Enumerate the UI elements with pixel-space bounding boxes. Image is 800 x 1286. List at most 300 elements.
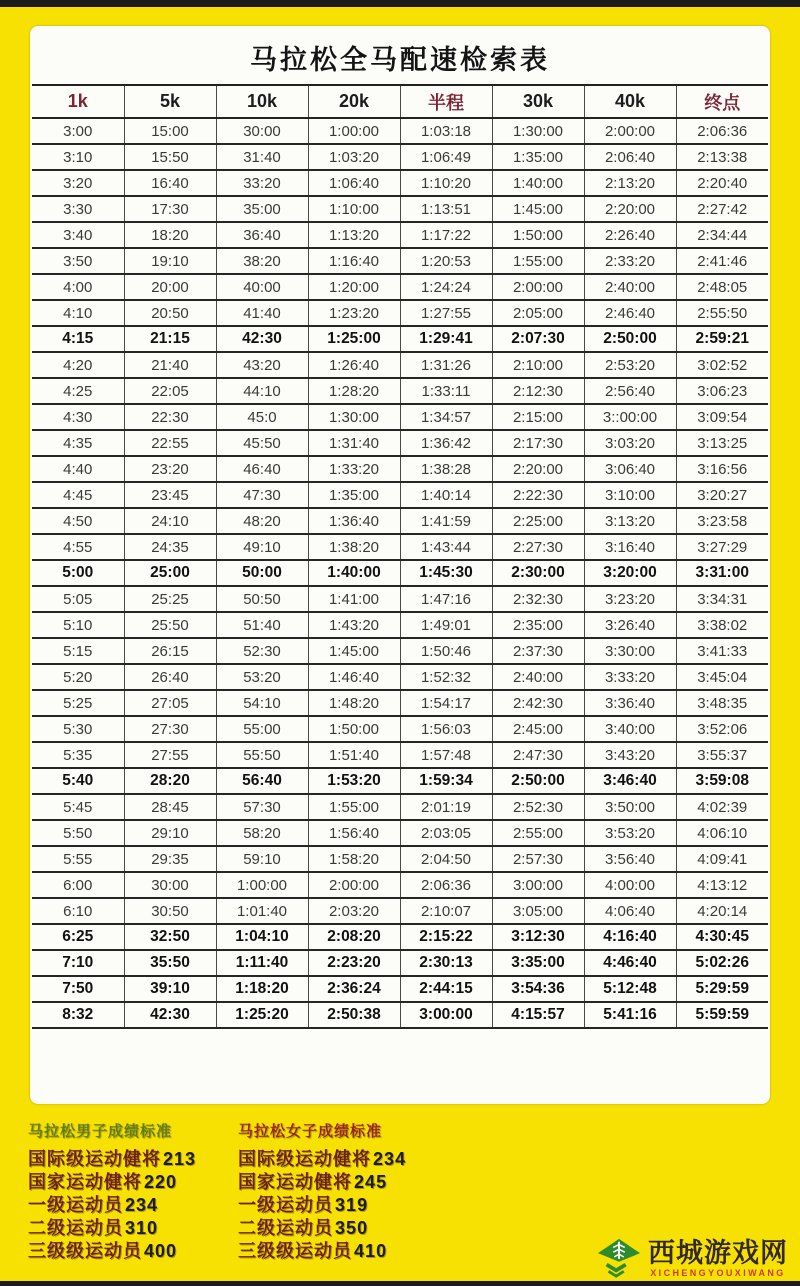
table-cell: 1:55:00 <box>492 248 584 274</box>
table-cell: 2:15:00 <box>492 404 584 430</box>
table-cell: 2:27:30 <box>492 534 584 560</box>
table-cell: 1:10:00 <box>308 196 400 222</box>
table-row <box>32 560 768 586</box>
table-cell: 26:40 <box>124 664 216 690</box>
table-cell: 4:00 <box>32 274 124 300</box>
table-cell: 1:51:40 <box>308 742 400 768</box>
table-cell: 5:05 <box>32 586 124 612</box>
table-cell: 1:45:30 <box>400 560 492 586</box>
table-cell: 3:16:56 <box>676 456 768 482</box>
standards-item <box>28 1240 196 1263</box>
table-cell: 2:22:30 <box>492 482 584 508</box>
table-row <box>32 976 768 1002</box>
standards-item-value: 319 <box>335 1195 369 1215</box>
table-cell: 2:47:30 <box>492 742 584 768</box>
women-standards-title: 马拉松女子成绩标准 <box>238 1123 383 1140</box>
table-cell: 42:30 <box>124 1002 216 1028</box>
table-cell: 1:50:00 <box>492 222 584 248</box>
table-row <box>32 248 768 274</box>
table-cell: 6:10 <box>32 898 124 924</box>
table-cell: 1:49:01 <box>400 612 492 638</box>
table-cell: 1:29:41 <box>400 326 492 352</box>
table-cell: 58:20 <box>216 820 308 846</box>
table-cell: 3:52:06 <box>676 716 768 742</box>
table-cell: 5:41:16 <box>584 1002 676 1028</box>
table-row <box>32 716 768 742</box>
table-row <box>32 1002 768 1028</box>
table-cell: 50:50 <box>216 586 308 612</box>
standards-item-label: 国家运动健将 <box>238 1172 353 1192</box>
table-cell: 3:31:00 <box>676 560 768 586</box>
table-cell: 3:43:20 <box>584 742 676 768</box>
table-cell: 2:06:36 <box>400 872 492 898</box>
table-cell: 2:05:00 <box>492 300 584 326</box>
table-cell: 2:00:00 <box>584 118 676 144</box>
table-cell: 1:50:00 <box>308 716 400 742</box>
table-cell: 6:25 <box>32 924 124 950</box>
table-cell: 2:41:46 <box>676 248 768 274</box>
table-cell: 20:50 <box>124 300 216 326</box>
table-cell: 2:06:40 <box>584 144 676 170</box>
table-cell: 3:13:20 <box>584 508 676 534</box>
table-cell: 1:56:03 <box>400 716 492 742</box>
table-cell: 40:00 <box>216 274 308 300</box>
table-cell: 2:37:30 <box>492 638 584 664</box>
standards-item-value: 245 <box>354 1172 388 1192</box>
table-cell: 5:30 <box>32 716 124 742</box>
standards-item-value: 220 <box>144 1172 178 1192</box>
table-cell: 1:45:00 <box>308 638 400 664</box>
table-cell: 5:20 <box>32 664 124 690</box>
table-header-cell: 20k <box>308 85 400 118</box>
table-cell: 4:20 <box>32 352 124 378</box>
table-cell: 3:27:29 <box>676 534 768 560</box>
table-cell: 2:25:00 <box>492 508 584 534</box>
watermark-site-name: 西城游戏网 <box>648 1238 788 1268</box>
table-cell: 2:04:50 <box>400 846 492 872</box>
table-cell: 1:13:20 <box>308 222 400 248</box>
table-cell: 1:03:20 <box>308 144 400 170</box>
table-cell: 1:24:24 <box>400 274 492 300</box>
table-cell: 32:50 <box>124 924 216 950</box>
table-cell: 4:25 <box>32 378 124 404</box>
table-cell: 4:09:41 <box>676 846 768 872</box>
table-cell: 2:45:00 <box>492 716 584 742</box>
table-cell: 21:15 <box>124 326 216 352</box>
standards-item-label: 国家运动健将 <box>28 1172 142 1192</box>
standards-item-value: 350 <box>335 1218 369 1238</box>
standards-item-label: 一级运动员 <box>238 1195 334 1215</box>
table-row <box>32 196 768 222</box>
table-row <box>32 170 768 196</box>
table-cell: 1:35:00 <box>492 144 584 170</box>
table-cell: 1:59:34 <box>400 768 492 794</box>
table-row <box>32 352 768 378</box>
table-cell: 2:15:22 <box>400 924 492 950</box>
watermark <box>595 1236 788 1278</box>
table-cell: 3:06:40 <box>584 456 676 482</box>
table-cell: 23:20 <box>124 456 216 482</box>
table-cell: 27:30 <box>124 716 216 742</box>
table-cell: 1:30:00 <box>308 404 400 430</box>
table-cell: 1:00:00 <box>308 118 400 144</box>
table-cell: 1:28:20 <box>308 378 400 404</box>
standards-item <box>28 1217 196 1240</box>
bottom-border-bar <box>0 1281 800 1286</box>
table-cell: 2:46:40 <box>584 300 676 326</box>
table-cell: 28:45 <box>124 794 216 820</box>
table-cell: 4:20:14 <box>676 898 768 924</box>
table-cell: 1:33:11 <box>400 378 492 404</box>
table-row <box>32 326 768 352</box>
table-cell: 57:30 <box>216 794 308 820</box>
table-cell: 15:00 <box>124 118 216 144</box>
table-cell: 2:08:20 <box>308 924 400 950</box>
table-cell: 3:20:27 <box>676 482 768 508</box>
table-cell: 4:13:12 <box>676 872 768 898</box>
table-cell: 1:00:00 <box>216 872 308 898</box>
table-row <box>32 378 768 404</box>
table-cell: 44:10 <box>216 378 308 404</box>
table-cell: 3:50 <box>32 248 124 274</box>
table-cell: 1:55:00 <box>308 794 400 820</box>
table-cell: 24:10 <box>124 508 216 534</box>
table-cell: 2:48:05 <box>676 274 768 300</box>
table-cell: 1:47:16 <box>400 586 492 612</box>
table-cell: 1:13:51 <box>400 196 492 222</box>
table-body <box>32 118 768 1028</box>
table-cell: 2:52:30 <box>492 794 584 820</box>
table-cell: 1:06:49 <box>400 144 492 170</box>
table-cell: 2:36:24 <box>308 976 400 1002</box>
table-cell: 18:20 <box>124 222 216 248</box>
table-cell: 1:57:48 <box>400 742 492 768</box>
table-cell: 39:10 <box>124 976 216 1002</box>
table-cell: 3::00:00 <box>584 404 676 430</box>
table-cell: 2:20:00 <box>492 456 584 482</box>
table-cell: 2:12:30 <box>492 378 584 404</box>
table-cell: 1:04:10 <box>216 924 308 950</box>
table-cell: 3:35:00 <box>492 950 584 976</box>
table-cell: 3:20 <box>32 170 124 196</box>
table-cell: 8:32 <box>32 1002 124 1028</box>
table-header <box>32 85 768 118</box>
table-cell: 2:30:13 <box>400 950 492 976</box>
table-cell: 38:20 <box>216 248 308 274</box>
table-cell: 1:38:20 <box>308 534 400 560</box>
standards-item <box>238 1171 406 1194</box>
standards-item-label: 国际级运动健将 <box>238 1149 372 1169</box>
table-cell: 22:30 <box>124 404 216 430</box>
table-cell: 1:34:57 <box>400 404 492 430</box>
table-cell: 1:23:20 <box>308 300 400 326</box>
table-cell: 26:15 <box>124 638 216 664</box>
standards-item <box>28 1148 196 1171</box>
table-cell: 5:00 <box>32 560 124 586</box>
table-cell: 4:16:40 <box>584 924 676 950</box>
table-cell: 1:03:18 <box>400 118 492 144</box>
table-cell: 45:50 <box>216 430 308 456</box>
table-cell: 2:34:44 <box>676 222 768 248</box>
table-cell: 2:50:00 <box>492 768 584 794</box>
table-cell: 17:30 <box>124 196 216 222</box>
table-cell: 1:01:40 <box>216 898 308 924</box>
standards-item-label: 三级级运动员 <box>238 1241 353 1261</box>
table-row <box>32 404 768 430</box>
table-cell: 2:55:00 <box>492 820 584 846</box>
table-cell: 48:20 <box>216 508 308 534</box>
table-cell: 1:53:20 <box>308 768 400 794</box>
table-cell: 55:00 <box>216 716 308 742</box>
table-row <box>32 118 768 144</box>
table-cell: 2:32:30 <box>492 586 584 612</box>
table-cell: 2:00:00 <box>492 274 584 300</box>
table-cell: 2:10:07 <box>400 898 492 924</box>
standards-item-value: 310 <box>125 1218 159 1238</box>
table-cell: 3:45:04 <box>676 664 768 690</box>
table-cell: 2:30:00 <box>492 560 584 586</box>
table-cell: 1:46:40 <box>308 664 400 690</box>
table-cell: 1:18:20 <box>216 976 308 1002</box>
table-cell: 30:00 <box>124 872 216 898</box>
table-cell: 1:38:28 <box>400 456 492 482</box>
table-cell: 4:06:10 <box>676 820 768 846</box>
table-cell: 5:12:48 <box>584 976 676 1002</box>
table-cell: 30:50 <box>124 898 216 924</box>
standards-item-value: 400 <box>144 1241 178 1261</box>
table-cell: 3:09:54 <box>676 404 768 430</box>
table-cell: 4:15 <box>32 326 124 352</box>
standards-item-value: 410 <box>354 1241 388 1261</box>
table-cell: 16:40 <box>124 170 216 196</box>
standards-legend <box>28 1120 406 1263</box>
table-row <box>32 534 768 560</box>
table-cell: 3:23:58 <box>676 508 768 534</box>
table-cell: 3:33:20 <box>584 664 676 690</box>
table-cell: 5:25 <box>32 690 124 716</box>
table-cell: 22:55 <box>124 430 216 456</box>
table-cell: 3:10:00 <box>584 482 676 508</box>
table-cell: 3:53:20 <box>584 820 676 846</box>
table-cell: 5:40 <box>32 768 124 794</box>
table-cell: 2:07:30 <box>492 326 584 352</box>
table-cell: 25:00 <box>124 560 216 586</box>
table-cell: 5:10 <box>32 612 124 638</box>
table-cell: 5:59:59 <box>676 1002 768 1028</box>
table-cell: 28:20 <box>124 768 216 794</box>
table-cell: 4:46:40 <box>584 950 676 976</box>
table-cell: 30:00 <box>216 118 308 144</box>
women-standards-block <box>238 1120 406 1263</box>
table-cell: 1:54:17 <box>400 690 492 716</box>
table-cell: 3:48:35 <box>676 690 768 716</box>
table-row <box>32 638 768 664</box>
table-cell: 3:13:25 <box>676 430 768 456</box>
table-cell: 4:10 <box>32 300 124 326</box>
table-cell: 25:25 <box>124 586 216 612</box>
table-cell: 1:33:20 <box>308 456 400 482</box>
table-cell: 3:30 <box>32 196 124 222</box>
table-cell: 5:29:59 <box>676 976 768 1002</box>
table-cell: 23:45 <box>124 482 216 508</box>
table-row <box>32 690 768 716</box>
standards-item-label: 三级级运动员 <box>28 1241 142 1261</box>
table-cell: 2:55:50 <box>676 300 768 326</box>
table-cell: 1:31:26 <box>400 352 492 378</box>
table-cell: 3:30:00 <box>584 638 676 664</box>
table-row <box>32 482 768 508</box>
standards-item <box>238 1240 406 1263</box>
table-cell: 2:01:19 <box>400 794 492 820</box>
table-cell: 5:15 <box>32 638 124 664</box>
table-cell: 1:06:40 <box>308 170 400 196</box>
table-cell: 3:40:00 <box>584 716 676 742</box>
table-cell: 2:44:15 <box>400 976 492 1002</box>
table-row <box>32 300 768 326</box>
pace-table-sheet <box>30 26 770 1104</box>
table-cell: 1:30:00 <box>492 118 584 144</box>
table-row <box>32 742 768 768</box>
table-cell: 35:50 <box>124 950 216 976</box>
table-cell: 2:42:30 <box>492 690 584 716</box>
table-header-cell: 半程 <box>400 85 492 118</box>
table-cell: 2:23:20 <box>308 950 400 976</box>
table-cell: 3:40 <box>32 222 124 248</box>
table-cell: 53:20 <box>216 664 308 690</box>
table-cell: 2:13:38 <box>676 144 768 170</box>
table-cell: 7:10 <box>32 950 124 976</box>
table-cell: 4:00:00 <box>584 872 676 898</box>
table-cell: 1:40:14 <box>400 482 492 508</box>
table-row <box>32 846 768 872</box>
table-cell: 25:50 <box>124 612 216 638</box>
table-row <box>32 586 768 612</box>
table-cell: 3:59:08 <box>676 768 768 794</box>
standards-item-label: 一级运动员 <box>28 1195 123 1215</box>
table-row <box>32 144 768 170</box>
table-cell: 2:27:42 <box>676 196 768 222</box>
table-cell: 3:46:40 <box>584 768 676 794</box>
table-header-cell: 1k <box>32 85 124 118</box>
table-cell: 2:20:40 <box>676 170 768 196</box>
table-cell: 21:40 <box>124 352 216 378</box>
page-title: 马拉松全马配速检索表 <box>250 45 550 75</box>
table-cell: 43:20 <box>216 352 308 378</box>
table-cell: 27:05 <box>124 690 216 716</box>
table-cell: 4:06:40 <box>584 898 676 924</box>
men-standards-block <box>28 1120 196 1263</box>
table-cell: 4:35 <box>32 430 124 456</box>
table-cell: 4:50 <box>32 508 124 534</box>
table-cell: 51:40 <box>216 612 308 638</box>
table-cell: 3:20:00 <box>584 560 676 586</box>
table-row <box>32 924 768 950</box>
table-cell: 2:13:20 <box>584 170 676 196</box>
table-cell: 2:33:20 <box>584 248 676 274</box>
table-cell: 36:40 <box>216 222 308 248</box>
table-cell: 3:54:36 <box>492 976 584 1002</box>
men-standards-title: 马拉松男子成绩标准 <box>28 1123 173 1140</box>
table-cell: 2:35:00 <box>492 612 584 638</box>
table-cell: 3:23:20 <box>584 586 676 612</box>
table-cell: 50:00 <box>216 560 308 586</box>
table-cell: 2:53:20 <box>584 352 676 378</box>
table-cell: 42:30 <box>216 326 308 352</box>
table-cell: 1:25:20 <box>216 1002 308 1028</box>
wheat-diamond-logo-icon <box>595 1236 643 1278</box>
table-cell: 2:20:00 <box>584 196 676 222</box>
table-cell: 2:50:38 <box>308 1002 400 1028</box>
table-cell: 5:35 <box>32 742 124 768</box>
table-header-cell: 终点 <box>676 85 768 118</box>
table-cell: 54:10 <box>216 690 308 716</box>
women-standards-list <box>238 1148 406 1263</box>
table-header-cell: 40k <box>584 85 676 118</box>
table-cell: 3:34:31 <box>676 586 768 612</box>
table-cell: 5:45 <box>32 794 124 820</box>
table-cell: 1:11:40 <box>216 950 308 976</box>
table-cell: 1:17:22 <box>400 222 492 248</box>
table-cell: 29:10 <box>124 820 216 846</box>
table-cell: 1:31:40 <box>308 430 400 456</box>
table-cell: 4:30:45 <box>676 924 768 950</box>
table-cell: 27:55 <box>124 742 216 768</box>
table-row <box>32 950 768 976</box>
table-cell: 4:40 <box>32 456 124 482</box>
table-cell: 3:26:40 <box>584 612 676 638</box>
table-cell: 3:36:40 <box>584 690 676 716</box>
table-cell: 1:52:32 <box>400 664 492 690</box>
table-cell: 55:50 <box>216 742 308 768</box>
table-row <box>32 274 768 300</box>
table-cell: 1:26:40 <box>308 352 400 378</box>
table-cell: 3:41:33 <box>676 638 768 664</box>
table-cell: 46:40 <box>216 456 308 482</box>
watermark-text <box>648 1239 788 1278</box>
table-cell: 31:40 <box>216 144 308 170</box>
table-row <box>32 430 768 456</box>
table-cell: 2:56:40 <box>584 378 676 404</box>
table-cell: 4:55 <box>32 534 124 560</box>
table-cell: 20:00 <box>124 274 216 300</box>
table-cell: 3:06:23 <box>676 378 768 404</box>
table-cell: 5:50 <box>32 820 124 846</box>
standards-item <box>238 1217 406 1240</box>
table-cell: 4:02:39 <box>676 794 768 820</box>
table-cell: 2:57:30 <box>492 846 584 872</box>
table-cell: 59:10 <box>216 846 308 872</box>
table-cell: 1:41:59 <box>400 508 492 534</box>
table-cell: 2:40:00 <box>584 274 676 300</box>
table-cell: 52:30 <box>216 638 308 664</box>
table-cell: 29:35 <box>124 846 216 872</box>
table-row <box>32 508 768 534</box>
pace-table <box>32 84 768 1029</box>
table-cell: 3:10 <box>32 144 124 170</box>
table-row <box>32 872 768 898</box>
table-cell: 56:40 <box>216 768 308 794</box>
standards-item <box>28 1171 196 1194</box>
table-cell: 35:00 <box>216 196 308 222</box>
table-header-cell: 5k <box>124 85 216 118</box>
top-border-bar <box>0 0 800 7</box>
table-cell: 4:45 <box>32 482 124 508</box>
table-cell: 2:59:21 <box>676 326 768 352</box>
table-cell: 1:20:00 <box>308 274 400 300</box>
standards-item-value: 234 <box>373 1149 407 1169</box>
standards-item-label: 二级运动员 <box>28 1218 123 1238</box>
table-cell: 1:48:20 <box>308 690 400 716</box>
